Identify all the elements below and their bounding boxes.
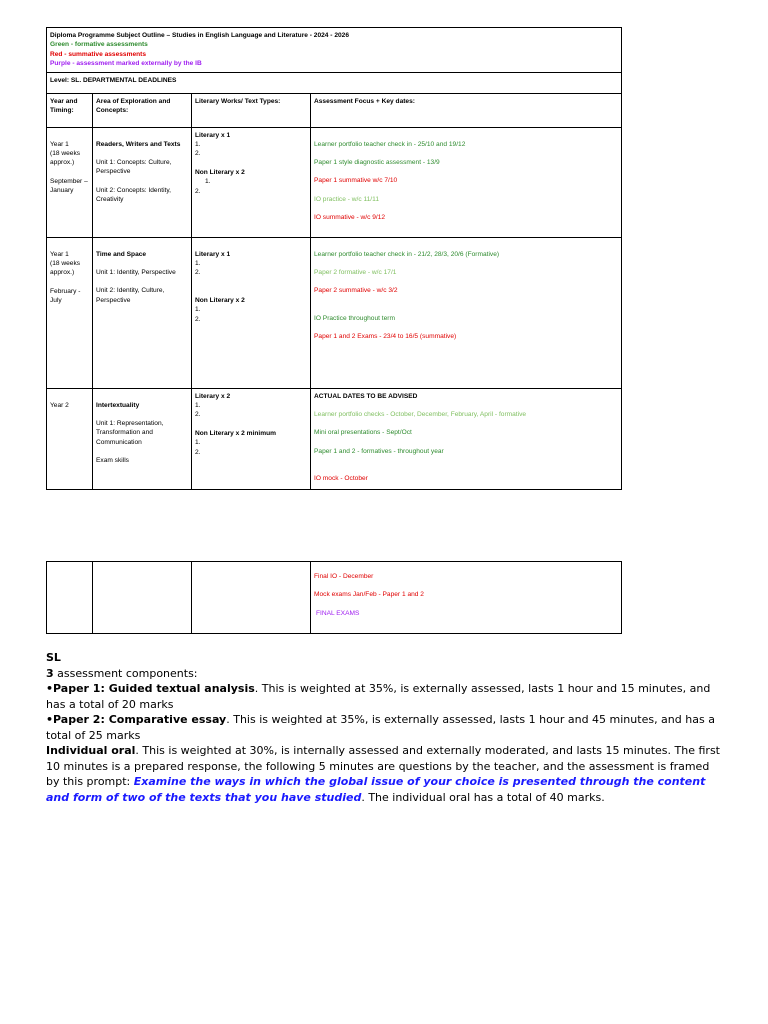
literary-cell [192,127,311,237]
timing-cell [47,127,93,237]
io-end: . The individual oral has a total of 40 marks. [361,790,605,804]
literary-label: Literary x 1 [195,250,231,258]
literary-cell [192,388,311,489]
area-cell [93,388,192,489]
col-header-assessment: Assessment Focus + Key dates: [311,93,622,127]
io-prompt: Examine the ways in which the global issue of your choice is presented through the content and form of two of the texts that you have studied [46,775,706,804]
literary-item: 2. [195,269,201,277]
nonliterary-item: 1. [195,306,201,314]
timing-weeks: (18 weeks approx.) [50,260,81,277]
timing-cell [47,237,93,388]
assessment-item: Paper 1 and 2 - formatives - throughout year [314,447,444,455]
table-row [47,562,622,634]
area-title: Time and Space [96,250,147,258]
assessment-cell [311,388,622,489]
component-count: 3 [46,666,54,680]
timing-cell [47,388,93,489]
table-row [47,237,622,388]
assessment-item: Paper 2 summative - w/c 3/2 [314,287,398,295]
assessment-item: IO summative - w/c 9/12 [314,214,386,222]
area-cell [93,127,192,237]
col-header-area: Area of Exploration and Concepts: [93,93,192,127]
nonliterary-item: 1. [195,439,201,447]
nonliterary-item: 2. [195,315,201,323]
legend-red: Red - summative assessments [50,50,147,58]
literary-item: 1. [195,141,201,149]
unit-1: Unit 1: Representation, Transformation and Communication [96,420,164,446]
sl-assessment-section [46,650,726,805]
assessment-cell [311,562,622,634]
empty-cell [192,562,311,634]
paper2-paragraph [46,712,726,743]
assessment-item: Paper 1 and 2 Exams - 23/4 to 16/5 (summative) [314,333,457,341]
paper1-paragraph [46,681,726,712]
assessment-item: Paper 1 style diagnostic assessment - 13/9 [314,159,440,167]
components-label: assessment components: [53,666,198,680]
literary-item: 2. [195,411,201,419]
nonliterary-label: Non Literary x 2 [195,168,245,176]
legend-purple: Purple - assessment marked externally by the IB [50,60,202,68]
assessment-item: Mini oral presentations - Sept/Oct [314,429,412,437]
header-row [47,28,622,73]
assessment-cell [311,237,622,388]
assessment-item: FINAL EXAMS [316,609,360,617]
assessment-item: Learner portfolio teacher check in - 25/10 and 19/12 [314,140,466,148]
outline-title: Diploma Programme Subject Outline – Studies in English Language and Literature - 2024 - 2026 [50,32,349,39]
nonliterary-item: 2. [195,448,201,456]
assessment-item: IO Practice throughout term [314,314,395,322]
timing-year: Year 2 [50,401,69,409]
legend-green: Green - formative assessments [50,41,148,49]
col-header-timing: Year and Timing: [47,93,93,127]
header-cell [47,28,622,73]
timing-months: September – January [50,177,88,195]
assessment-item: Learner portfolio teacher check in - 21/2, 28/3, 20/6 (Formative) [314,250,500,258]
table-row [47,127,622,237]
nonliterary-item: 1. [205,178,211,186]
io-title: Individual oral [46,744,136,757]
assessment-item: Paper 1 summative w/c 7/10 [314,177,398,185]
components-line [46,666,726,682]
subject-outline-table [46,27,622,490]
timing-weeks: (18 weeks approx.) [50,150,81,167]
area-title: Intertextuality [96,401,140,409]
level-row [47,72,622,93]
assessment-item: IO mock - October [314,475,368,483]
nonliterary-item: 2. [195,187,201,195]
column-header-row [47,93,622,127]
assessment-cell [311,127,622,237]
unit-1: Unit 1: Identity, Perspective [96,269,176,277]
individual-oral-paragraph [46,743,726,805]
assessment-item: Final IO - December [314,573,374,580]
level-cell: Level: SL. DEPARTMENTAL DEADLINES [47,72,622,93]
paper1-text: . This is weighted at 35%, is externally assessed, lasts 1 hour and 15 minutes, and has a total of 20 marks [46,682,711,711]
table-row [47,388,622,489]
paper2-text: . This is weighted at 35%, is externally assessed, lasts 1 hour and 45 minutes, and has a total of 25 marks [46,713,715,742]
nonliterary-label: Non Literary x 2 [195,296,245,304]
literary-item: 1. [195,402,201,410]
unit-1: Unit 1: Concepts: Culture, Perspective [96,159,172,176]
timing-year: Year 1 [50,140,69,148]
assessment-item: IO practice - w/c 11/11 [314,195,379,203]
timing-months: February - July [50,287,81,305]
final-assessments-table [46,561,622,634]
empty-cell [93,562,192,634]
assessment-item: ACTUAL DATES TO BE ADVISED [314,392,418,400]
literary-item: 1. [195,260,201,268]
empty-cell [47,562,93,634]
assessment-item: Paper 2 formative - w/c 17/1 [314,269,397,277]
literary-label: Literary x 1 [195,131,231,139]
assessment-item: Learner portfolio checks - October, December, February, April - formative [314,411,527,419]
timing-year: Year 1 [50,250,69,258]
assessment-item: Mock exams Jan/Feb - Paper 1 and 2 [314,591,424,599]
area-title: Readers, Writers and Texts [96,140,181,148]
io-text: . This is weighted at 30%, is internally assessed and externally moderated, and lasts 15 minutes. The first 10 minutes is a prepared response, the following 5 minutes are questions by the teacher, and the assessment is framed by this prompt: [46,744,720,788]
unit-2: Unit 2: Identity, Culture, Perspective [96,287,165,304]
literary-label: Literary x 2 [195,392,231,400]
unit-2: Exam skills [96,457,129,465]
paper1-title: •Paper 1: Guided textual analysis [46,682,255,695]
unit-2: Unit 2: Concepts: Identity, Creativity [96,186,172,204]
nonliterary-label: Non Literary x 2 minimum [195,429,276,437]
area-cell [93,237,192,388]
col-header-literary: Literary Works/ Text Types: [192,93,311,127]
paper2-title: •Paper 2: Comparative essay [46,713,227,726]
literary-item: 2. [195,150,201,158]
sl-heading: SL [46,651,61,664]
literary-cell [192,237,311,388]
